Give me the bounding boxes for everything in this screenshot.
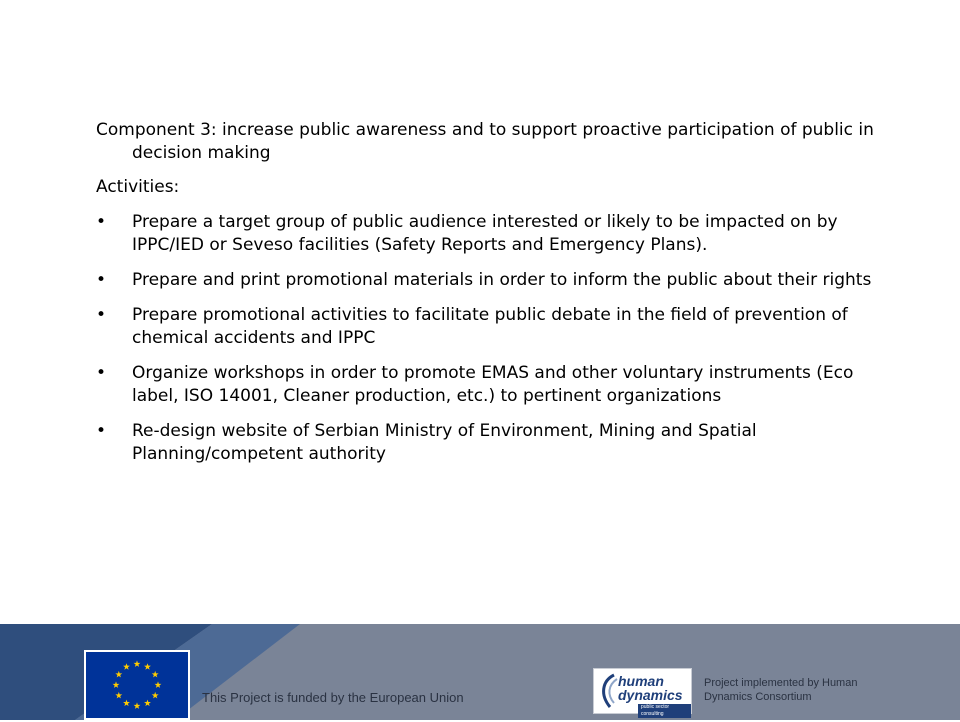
list-item-text: Re-design website of Serbian Ministry of Environment, Mining and Spatial Planning/competent authority bbox=[132, 421, 757, 464]
eu-star-icon bbox=[123, 663, 130, 670]
slide-content bbox=[96, 119, 876, 478]
logo-swoosh-icon bbox=[598, 673, 618, 709]
bullet-icon: • bbox=[96, 305, 107, 325]
bullet-icon: • bbox=[96, 270, 107, 290]
list-item bbox=[96, 420, 876, 466]
eu-star-icon bbox=[134, 702, 141, 709]
eu-star-icon bbox=[134, 660, 141, 667]
bullet-icon: • bbox=[96, 363, 107, 383]
list-item-text: Prepare promotional activities to facilitate public debate in the field of prevention of chemical accidents and IPPC bbox=[132, 305, 848, 348]
eu-star-icon bbox=[123, 700, 130, 707]
eu-star-icon bbox=[152, 671, 159, 678]
implemented-by-text: Project implemented by Human Dynamics Consortium bbox=[704, 677, 858, 703]
list-item bbox=[96, 269, 876, 292]
eu-star-icon bbox=[155, 681, 162, 688]
list-item-text: Prepare a target group of public audience interested or likely to be impacted on by IPPC/IED or Seveso facilities (Safety Reports and Emergency Plans). bbox=[132, 212, 838, 255]
list-item bbox=[96, 211, 876, 257]
logo-word-human: human bbox=[618, 673, 664, 689]
slide-heading: Component 3: increase public awareness and to support proactive participation of public in decision making bbox=[96, 120, 874, 163]
list-item-text: Prepare and print promotional materials in order to inform the public about their rights bbox=[132, 270, 872, 290]
eu-star-icon bbox=[152, 692, 159, 699]
eu-star-icon bbox=[144, 663, 151, 670]
eu-star-icon bbox=[115, 692, 122, 699]
activities-list bbox=[96, 211, 876, 466]
logo-tagline: public sector consulting bbox=[638, 704, 691, 718]
eu-flag-icon bbox=[84, 650, 190, 720]
human-dynamics-logo bbox=[593, 668, 692, 717]
list-item bbox=[96, 362, 876, 408]
eu-stars bbox=[86, 652, 188, 718]
eu-star-icon bbox=[144, 700, 151, 707]
list-item-text: Organize workshops in order to promote EMAS and other voluntary instruments (Eco label, ISO 14001, Cleaner production, etc.) to pertinent organizations bbox=[132, 363, 854, 406]
eu-star-icon bbox=[113, 681, 120, 688]
eu-star-icon bbox=[115, 671, 122, 678]
bullet-icon: • bbox=[96, 212, 107, 232]
list-item bbox=[96, 304, 876, 350]
activities-label: Activities: bbox=[96, 177, 180, 197]
logo-word-dynamics: dynamics bbox=[618, 687, 683, 703]
funded-by-text: This Project is funded by the European Union bbox=[202, 690, 464, 705]
bullet-icon: • bbox=[96, 421, 107, 441]
